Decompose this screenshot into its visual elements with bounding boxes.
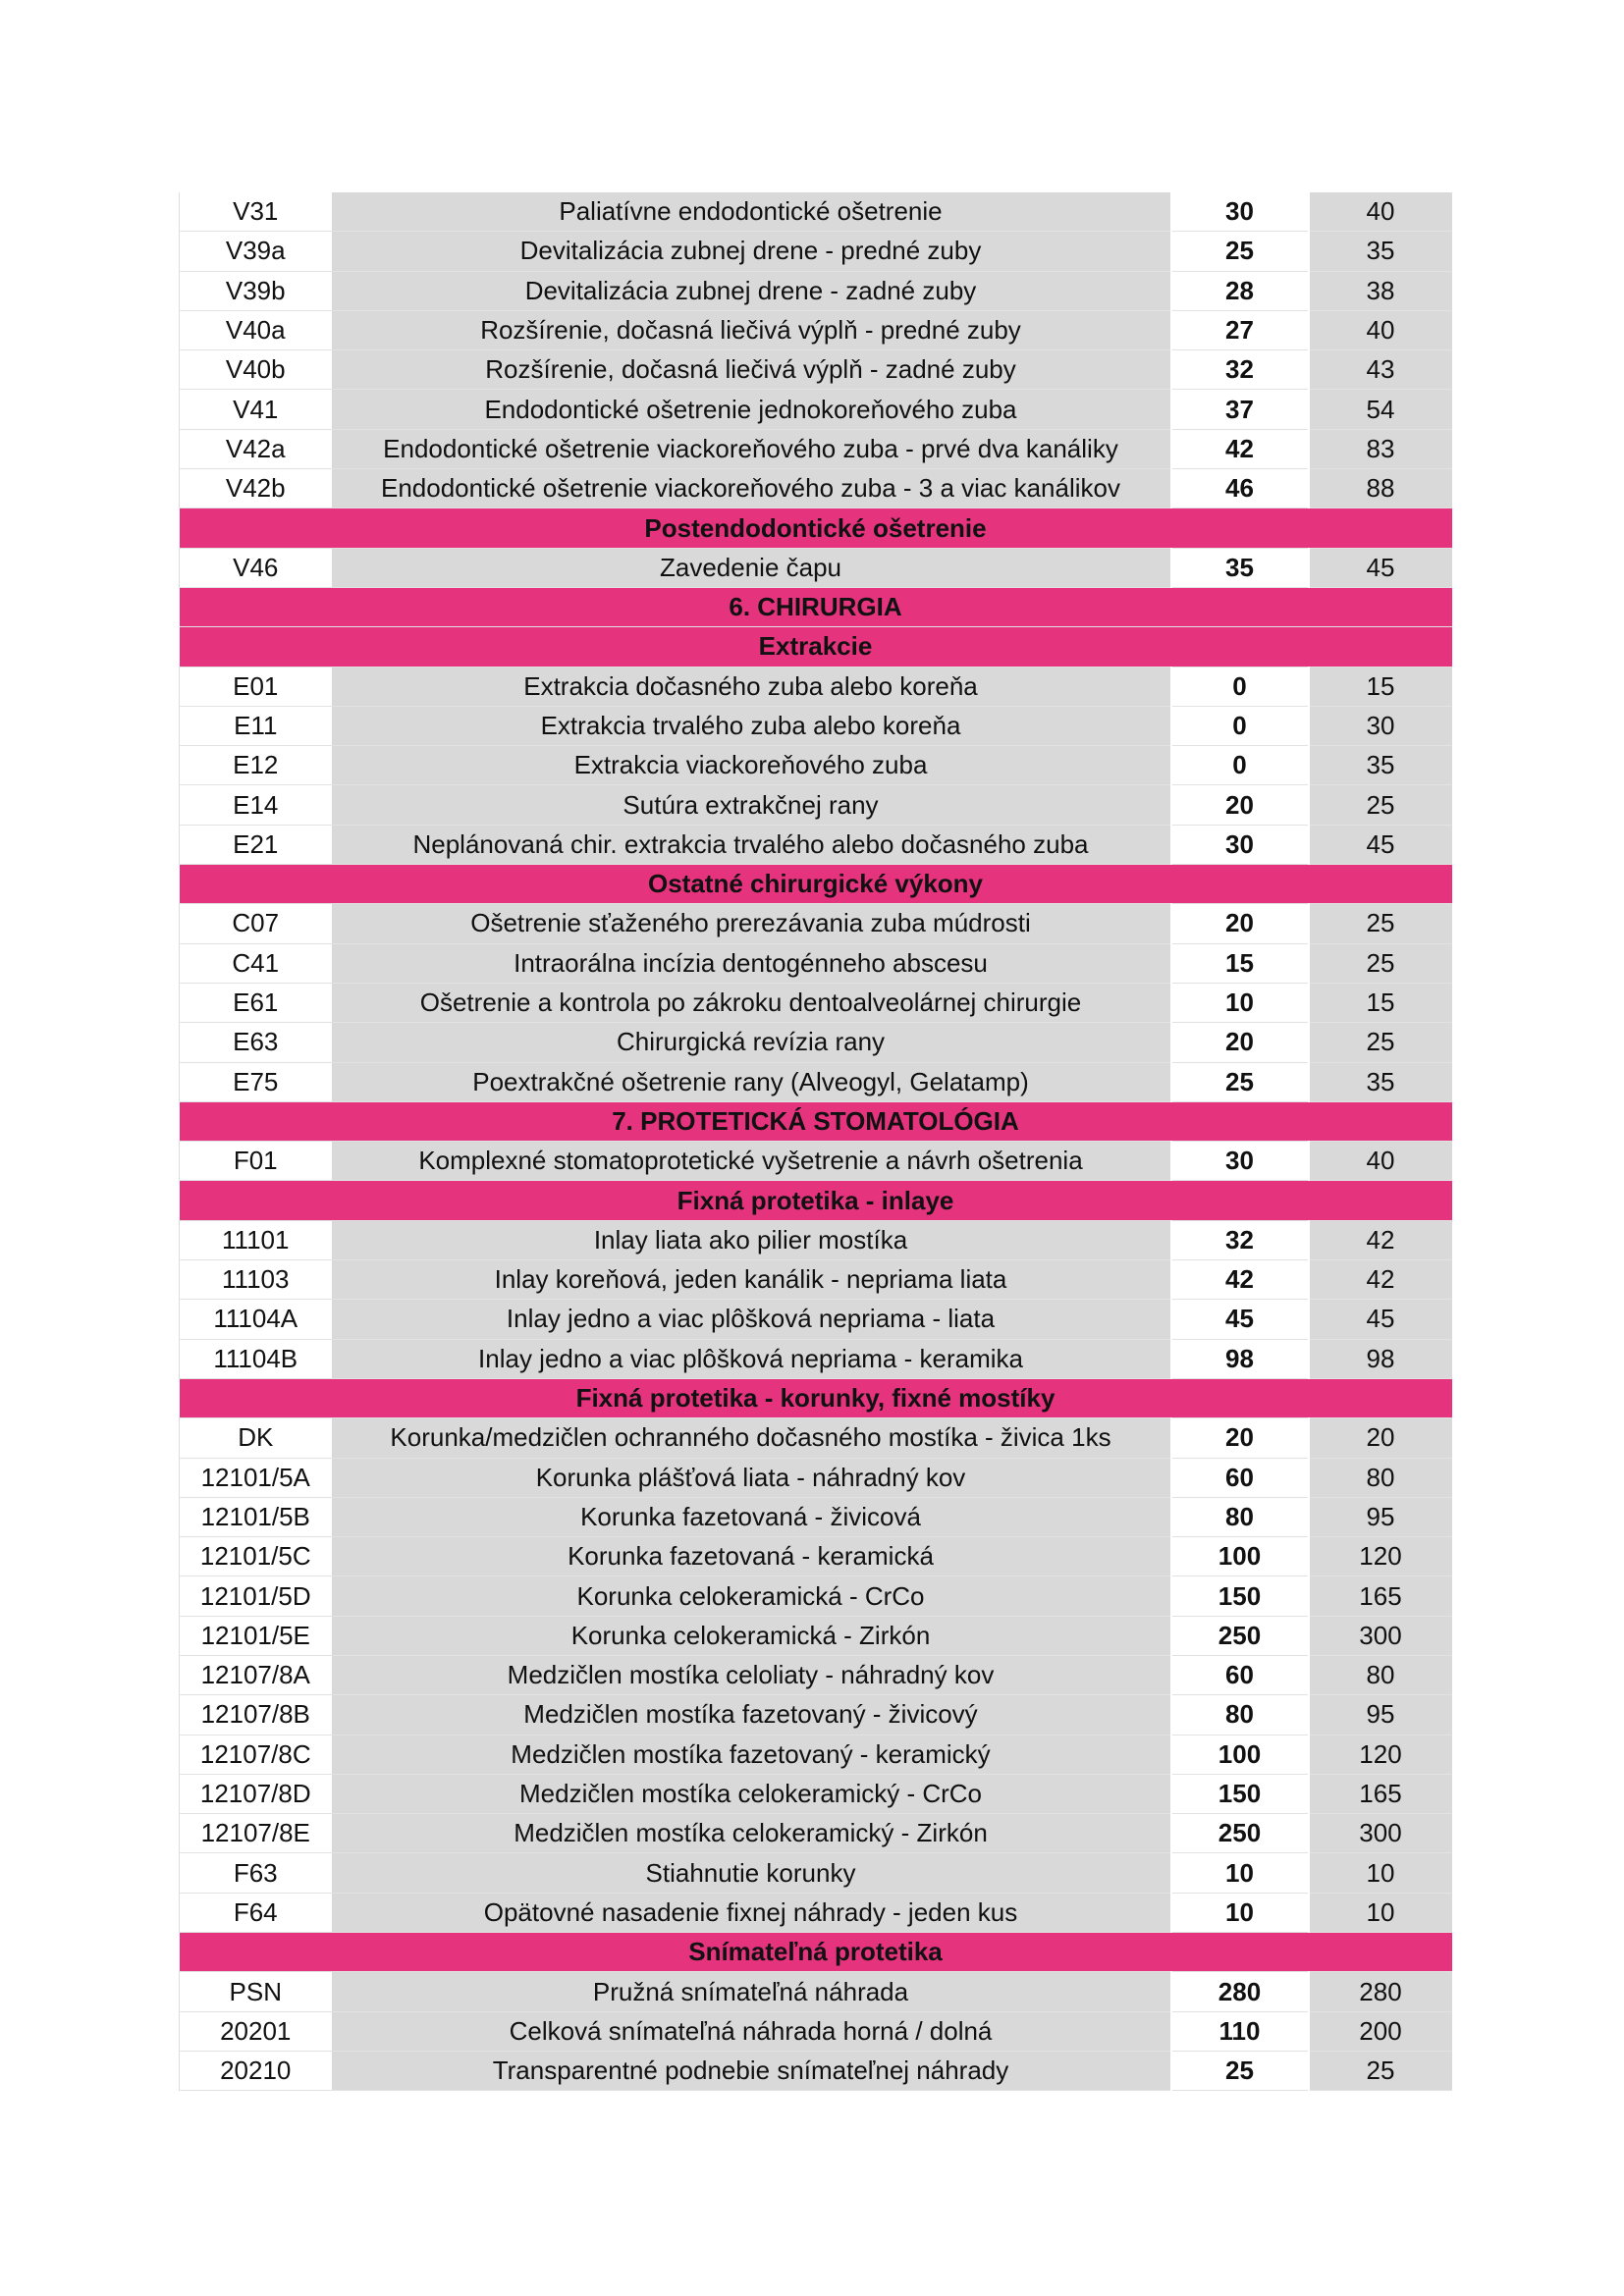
service-code: 11104B (180, 1339, 332, 1378)
price-primary: 20 (1171, 785, 1309, 825)
price-secondary: 45 (1309, 548, 1452, 587)
service-code: V41 (180, 390, 332, 429)
price-secondary: 95 (1309, 1497, 1452, 1536)
price-primary: 10 (1171, 1893, 1309, 1932)
price-secondary: 45 (1309, 1300, 1452, 1339)
price-secondary: 25 (1309, 1023, 1452, 1062)
table-row (180, 2051, 1452, 2090)
price-secondary: 300 (1309, 1616, 1452, 1655)
service-code: F63 (180, 1853, 332, 1893)
service-code: V46 (180, 548, 332, 587)
price-secondary: 300 (1309, 1814, 1452, 1853)
service-description: Korunka plášťová liata - náhradný kov (332, 1458, 1171, 1497)
section-title: Postendodontické ošetrenie (180, 508, 1452, 548)
price-table (179, 192, 1452, 2091)
table-row (180, 1576, 1452, 1616)
price-primary: 32 (1171, 1220, 1309, 1259)
price-primary: 0 (1171, 746, 1309, 785)
price-secondary: 43 (1309, 350, 1452, 390)
price-secondary: 95 (1309, 1695, 1452, 1735)
table-row (180, 469, 1452, 508)
section-header-row (180, 1933, 1452, 1972)
table-row (180, 1023, 1452, 1062)
service-description: Medzičlen mostíka fazetovaný - živicový (332, 1695, 1171, 1735)
table-row (180, 785, 1452, 825)
service-description: Neplánovaná chir. extrakcia trvalého alebo dočasného zuba (332, 825, 1171, 864)
table-row (180, 2011, 1452, 2051)
price-secondary: 98 (1309, 1339, 1452, 1378)
service-description: Ošetrenie a kontrola po zákroku dentoalveolárnej chirurgie (332, 983, 1171, 1022)
price-primary: 150 (1171, 1576, 1309, 1616)
service-description: Korunka celokeramická - Zirkón (332, 1616, 1171, 1655)
section-header-row (180, 1181, 1452, 1220)
service-code: E01 (180, 667, 332, 706)
table-row (180, 1497, 1452, 1536)
service-description: Chirurgická revízia rany (332, 1023, 1171, 1062)
section-header-row (180, 508, 1452, 548)
service-description: Stiahnutie korunky (332, 1853, 1171, 1893)
price-secondary: 20 (1309, 1418, 1452, 1458)
section-header-row (180, 587, 1452, 626)
price-secondary: 10 (1309, 1893, 1452, 1932)
price-primary: 46 (1171, 469, 1309, 508)
table-row (180, 904, 1452, 943)
service-description: Poextrakčné ošetrenie rany (Alveogyl, Gelatamp) (332, 1062, 1171, 1101)
price-primary: 80 (1171, 1497, 1309, 1536)
price-secondary: 165 (1309, 1576, 1452, 1616)
service-description: Medzičlen mostíka celokeramický - Zirkón (332, 1814, 1171, 1853)
service-description: Devitalizácia zubnej drene - predné zuby (332, 232, 1171, 271)
service-description: Medzičlen mostíka celokeramický - CrCo (332, 1774, 1171, 1813)
service-code: V39a (180, 232, 332, 271)
table-row (180, 1339, 1452, 1378)
table-row (180, 1142, 1452, 1181)
service-code: 12107/8A (180, 1655, 332, 1694)
service-description: Inlay liata ako pilier mostíka (332, 1220, 1171, 1259)
service-description: Medzičlen mostíka celoliaty - náhradný kov (332, 1655, 1171, 1694)
price-secondary: 30 (1309, 706, 1452, 745)
service-code: E21 (180, 825, 332, 864)
price-secondary: 25 (1309, 943, 1452, 983)
service-code: 11101 (180, 1220, 332, 1259)
table-row (180, 1260, 1452, 1300)
service-code: V39b (180, 271, 332, 310)
price-primary: 37 (1171, 390, 1309, 429)
price-primary: 30 (1171, 825, 1309, 864)
price-secondary: 120 (1309, 1537, 1452, 1576)
service-code: 12101/5C (180, 1537, 332, 1576)
service-code: C07 (180, 904, 332, 943)
price-secondary: 35 (1309, 1062, 1452, 1101)
table-row (180, 232, 1452, 271)
table-row (180, 271, 1452, 310)
service-code: 12101/5B (180, 1497, 332, 1536)
table-row (180, 1418, 1452, 1458)
price-primary: 25 (1171, 2051, 1309, 2090)
service-code: 12107/8B (180, 1695, 332, 1735)
price-primary: 10 (1171, 983, 1309, 1022)
price-primary: 60 (1171, 1458, 1309, 1497)
price-secondary: 25 (1309, 785, 1452, 825)
price-primary: 30 (1171, 192, 1309, 232)
price-primary: 27 (1171, 310, 1309, 349)
section-title: 7. PROTETICKÁ STOMATOLÓGIA (180, 1101, 1452, 1141)
service-code: DK (180, 1418, 332, 1458)
service-code: C41 (180, 943, 332, 983)
price-primary: 15 (1171, 943, 1309, 983)
service-code: V42b (180, 469, 332, 508)
price-primary: 250 (1171, 1814, 1309, 1853)
price-primary: 0 (1171, 706, 1309, 745)
table-row (180, 1814, 1452, 1853)
section-header-row (180, 1101, 1452, 1141)
table-row (180, 746, 1452, 785)
service-code: E14 (180, 785, 332, 825)
service-code: V40a (180, 310, 332, 349)
table-row (180, 667, 1452, 706)
service-code: F64 (180, 1893, 332, 1932)
price-primary: 0 (1171, 667, 1309, 706)
service-code: 12101/5D (180, 1576, 332, 1616)
price-secondary: 88 (1309, 469, 1452, 508)
price-secondary: 35 (1309, 232, 1452, 271)
table-row (180, 192, 1452, 232)
service-description: Rozšírenie, dočasná liečivá výplň - zadné zuby (332, 350, 1171, 390)
service-description: Korunka/medzičlen ochranného dočasného mostíka - živica 1ks (332, 1418, 1171, 1458)
price-primary: 20 (1171, 1418, 1309, 1458)
service-code: 20210 (180, 2051, 332, 2090)
price-primary: 32 (1171, 350, 1309, 390)
service-description: Paliatívne endodontické ošetrenie (332, 192, 1171, 232)
price-secondary: 45 (1309, 825, 1452, 864)
price-secondary: 54 (1309, 390, 1452, 429)
service-code: 12101/5A (180, 1458, 332, 1497)
price-primary: 250 (1171, 1616, 1309, 1655)
price-primary: 30 (1171, 1142, 1309, 1181)
service-description: Endodontické ošetrenie viackoreňového zuba - 3 a viac kanálikov (332, 469, 1171, 508)
service-description: Inlay jedno a viac plôšková nepriama - liata (332, 1300, 1171, 1339)
section-header-row (180, 1378, 1452, 1417)
table-row (180, 310, 1452, 349)
table-row (180, 983, 1452, 1022)
section-header-row (180, 627, 1452, 667)
price-secondary: 25 (1309, 2051, 1452, 2090)
price-secondary: 25 (1309, 904, 1452, 943)
table-row (180, 1853, 1452, 1893)
service-code: E75 (180, 1062, 332, 1101)
service-code: V40b (180, 350, 332, 390)
price-primary: 42 (1171, 429, 1309, 468)
table-row (180, 1695, 1452, 1735)
service-code: V42a (180, 429, 332, 468)
service-code: F01 (180, 1142, 332, 1181)
service-description: Transparentné podnebie snímateľnej náhrady (332, 2051, 1171, 2090)
service-description: Ošetrenie sťaženého prerezávania zuba múdrosti (332, 904, 1171, 943)
service-code: E12 (180, 746, 332, 785)
service-code: PSN (180, 1972, 332, 2011)
price-secondary: 83 (1309, 429, 1452, 468)
price-primary: 42 (1171, 1260, 1309, 1300)
section-title: Extrakcie (180, 627, 1452, 667)
price-secondary: 15 (1309, 983, 1452, 1022)
section-title: Fixná protetika - inlaye (180, 1181, 1452, 1220)
section-title: Ostatné chirurgické výkony (180, 865, 1452, 904)
price-secondary: 42 (1309, 1260, 1452, 1300)
service-code: 12107/8C (180, 1735, 332, 1774)
section-title: Fixná protetika - korunky, fixné mostíky (180, 1378, 1452, 1417)
service-description: Pružná snímateľná náhrada (332, 1972, 1171, 2011)
price-secondary: 42 (1309, 1220, 1452, 1259)
price-secondary: 38 (1309, 271, 1452, 310)
table-row (180, 943, 1452, 983)
service-description: Zavedenie čapu (332, 548, 1171, 587)
price-secondary: 40 (1309, 310, 1452, 349)
service-code: E11 (180, 706, 332, 745)
price-secondary: 15 (1309, 667, 1452, 706)
price-primary: 80 (1171, 1695, 1309, 1735)
price-primary: 20 (1171, 904, 1309, 943)
price-secondary: 80 (1309, 1458, 1452, 1497)
price-primary: 28 (1171, 271, 1309, 310)
service-code: 12107/8E (180, 1814, 332, 1853)
service-description: Devitalizácia zubnej drene - zadné zuby (332, 271, 1171, 310)
service-description: Extrakcia dočasného zuba alebo koreňa (332, 667, 1171, 706)
table-row (180, 706, 1452, 745)
service-description: Sutúra extrakčnej rany (332, 785, 1171, 825)
service-code: 12107/8D (180, 1774, 332, 1813)
service-description: Inlay koreňová, jeden kanálik - nepriama liata (332, 1260, 1171, 1300)
price-secondary: 165 (1309, 1774, 1452, 1813)
service-description: Endodontické ošetrenie jednokoreňového zuba (332, 390, 1171, 429)
service-code: E63 (180, 1023, 332, 1062)
section-title: 6. CHIRURGIA (180, 587, 1452, 626)
price-primary: 10 (1171, 1853, 1309, 1893)
service-description: Intraorálna incízia dentogénneho abscesu (332, 943, 1171, 983)
service-description: Opätovné nasadenie fixnej náhrady - jeden kus (332, 1893, 1171, 1932)
price-secondary: 280 (1309, 1972, 1452, 2011)
price-primary: 20 (1171, 1023, 1309, 1062)
table-row (180, 1972, 1452, 2011)
price-primary: 35 (1171, 548, 1309, 587)
price-secondary: 40 (1309, 1142, 1452, 1181)
price-primary: 110 (1171, 2011, 1309, 2051)
service-code: 12101/5E (180, 1616, 332, 1655)
service-description: Extrakcia trvalého zuba alebo koreňa (332, 706, 1171, 745)
price-primary: 100 (1171, 1537, 1309, 1576)
table-row (180, 429, 1452, 468)
section-header-row (180, 865, 1452, 904)
price-primary: 25 (1171, 1062, 1309, 1101)
table-row (180, 1774, 1452, 1813)
price-secondary: 80 (1309, 1655, 1452, 1694)
price-primary: 100 (1171, 1735, 1309, 1774)
table-row (180, 390, 1452, 429)
price-primary: 45 (1171, 1300, 1309, 1339)
service-description: Extrakcia viackoreňového zuba (332, 746, 1171, 785)
service-description: Korunka fazetovaná - živicová (332, 1497, 1171, 1536)
table-row (180, 350, 1452, 390)
table-row (180, 1300, 1452, 1339)
table-row (180, 1537, 1452, 1576)
price-primary: 280 (1171, 1972, 1309, 2011)
price-primary: 98 (1171, 1339, 1309, 1378)
price-secondary: 35 (1309, 746, 1452, 785)
service-code: 11103 (180, 1260, 332, 1300)
price-primary: 25 (1171, 232, 1309, 271)
service-description: Korunka fazetovaná - keramická (332, 1537, 1171, 1576)
price-secondary: 200 (1309, 2011, 1452, 2051)
service-description: Korunka celokeramická - CrCo (332, 1576, 1171, 1616)
service-description: Inlay jedno a viac plôšková nepriama - keramika (332, 1339, 1171, 1378)
table-row (180, 1735, 1452, 1774)
service-code: V31 (180, 192, 332, 232)
service-description: Komplexné stomatoprotetické vyšetrenie a návrh ošetrenia (332, 1142, 1171, 1181)
table-row (180, 1655, 1452, 1694)
section-title: Snímateľná protetika (180, 1933, 1452, 1972)
service-description: Celková snímateľná náhrada horná / dolná (332, 2011, 1171, 2051)
table-row (180, 1220, 1452, 1259)
price-table-body (180, 192, 1452, 2091)
price-secondary: 40 (1309, 192, 1452, 232)
table-row (180, 548, 1452, 587)
service-code: 20201 (180, 2011, 332, 2051)
service-code: 11104A (180, 1300, 332, 1339)
service-description: Medzičlen mostíka fazetovaný - keramický (332, 1735, 1171, 1774)
table-row (180, 1893, 1452, 1932)
price-primary: 60 (1171, 1655, 1309, 1694)
service-code: E61 (180, 983, 332, 1022)
table-row (180, 1458, 1452, 1497)
price-secondary: 10 (1309, 1853, 1452, 1893)
service-description: Endodontické ošetrenie viackoreňového zuba - prvé dva kanáliky (332, 429, 1171, 468)
service-description: Rozšírenie, dočasná liečivá výplň - predné zuby (332, 310, 1171, 349)
price-secondary: 120 (1309, 1735, 1452, 1774)
table-row (180, 825, 1452, 864)
table-row (180, 1062, 1452, 1101)
table-row (180, 1616, 1452, 1655)
price-primary: 150 (1171, 1774, 1309, 1813)
